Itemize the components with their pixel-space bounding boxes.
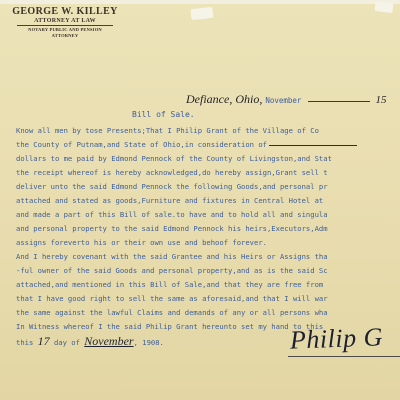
letterhead-role: ATTORNEY AT LAW [34,18,96,24]
letterhead [0,6,130,38]
body-line: Know all men by tose Presents;That I Philip Grant of the Village of Co [16,126,319,135]
closing-day: 17 [37,334,50,348]
signature: Philip G [289,322,384,355]
body-line: that I have good right to sell the same as aforesaid,and that I will war [16,294,328,303]
dateline-place: Defiance, Ohio, [186,92,263,106]
body-line: attached and stated as goods,Furniture and fixtures in Central Hotel at [16,196,324,205]
consideration-blank [269,145,357,146]
document-title: Bill of Sale. [132,110,195,119]
signature-rule [288,356,400,357]
dateline-year: 15 [375,94,387,106]
letterhead-rule [17,25,113,26]
dateline-month: November [265,96,302,105]
body-line: assigns foreverto his or their own use and behoof forever. [16,238,267,247]
body-line: In Witness whereof I the said Philip Grant hereunto set my hand to this [16,322,324,331]
body-line: dollars to me paid by Edmond Pennock of the County of Livingston,and Stat [16,154,332,163]
closing-prefix: this [16,338,34,347]
paper-tear [190,7,213,20]
body-line: the receipt whereof is hereby acknowledged,do hereby assign,Grant sell t [16,168,328,177]
body-line-text: the County of Putnam,and State of Ohio,in consideration of [16,140,267,149]
body-line [16,140,357,149]
letterhead-notary: NOTARY PUBLIC AND PENSION [28,27,102,32]
body-line: and made a part of this Bill of sale.to have and to hold all and singula [16,210,328,219]
page-top-edge [0,0,400,4]
body-line: -ful owner of the said Goods and personal property,and as is the said Sc [16,266,328,275]
letterhead-attorney: ATTORNEY [51,33,79,38]
closing-month: November [84,334,134,348]
dateline-blank [308,101,370,102]
body-line: deliver unto the said Edmond Pennock the following Goods,and personal pr [16,182,328,191]
closing-line [16,334,164,349]
body-line: and personal property to the said Edmond Pennock his heirs,Executors,Adm [16,224,328,233]
closing-year: , 1908. [133,338,164,347]
letterhead-name: GEORGE W. KILLEY [12,6,118,17]
paper-tear [374,1,393,13]
body-line: And I hereby covenant with the said Grantee and his Heirs or Assigns tha [16,252,328,261]
body-line: the same against the lawful Claims and demands of any or all persons wha [16,308,328,317]
closing-day-suffix: day of [53,338,80,347]
body-line: attached,and mentioned in this Bill of Sale,and that they are free from [16,280,324,289]
dateline [186,92,386,107]
